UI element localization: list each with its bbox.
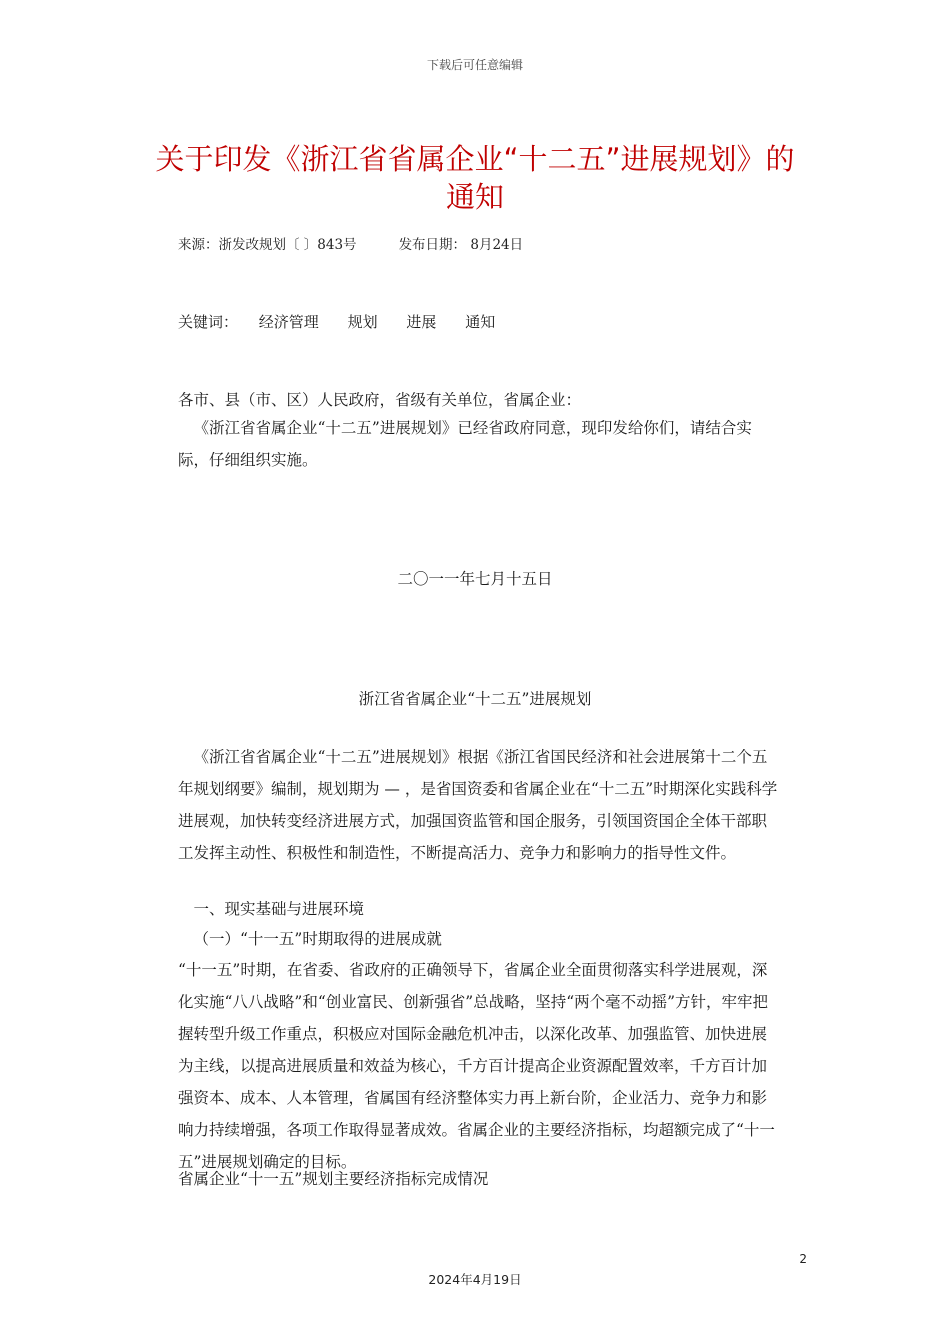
header-note: 下载后可任意编辑 (426, 58, 523, 72)
footer-date: 2024年4月19日 (428, 1272, 522, 1287)
achievements-paragraph: “十一五”时期，在省委、省政府的正确领导下，省属企业全面贯彻落实科学进展观，深化实施“八八战略”和“创业富民、创新强省”总战略，坚持“两个毫不动摇”方针，牢牢把握转型升级工作重点，积极应对国际金融危机冲击，以深化改革、加强监管、加快进展为主线，以提高进展质量和效益为核心，千方百计提高企业资源配置效率，千方百计加强资本、成本、人本管理，省属国有经济整体实力再上新台阶，企业活力、竞争力和影响力持续增强，各项工作取得显著成效。省属企业的主要经济指标，均超额完成了“十一五”进展规划确定的目标。 (178, 961, 775, 1171)
plan-title: 浙江省省属企业“十二五”进展规划 (358, 690, 592, 708)
keyword-item[interactable]: 进展 (406, 313, 437, 331)
source-line (178, 233, 523, 253)
keywords-row (178, 311, 519, 332)
keyword-item[interactable]: 经济管理 (258, 313, 319, 331)
section-heading: 一、现实基础与进展环境 (193, 900, 365, 918)
publish-date: 发布日期： 8月24日 (398, 237, 524, 253)
plan-intro: 《浙江省省属企业“十二五”进展规划》根据《浙江省国民经济和社会进展第十二个五年规划纲要》编制，规划期为 — ，是省国资委和省属企业在“十二五”时期深化实践科学进展观，加快转变经济进展方式，加强国资监管和国企服务，引领国资国企全体干部职工发挥主动性、积极性和制造性，不断提高活力、竞争力和影响力的指导性文件。 (178, 748, 778, 862)
table-caption: 省属企业“十一五”规划主要经济指标完成情况 (178, 1170, 489, 1188)
keywords-label: 关键词： (178, 313, 239, 331)
keyword-item[interactable]: 规划 (347, 313, 378, 331)
notice-date: 二〇一一年七月十五日 (397, 570, 553, 588)
source-text: 来源：浙发改规划〔 〕843号 (178, 237, 357, 253)
notice-addressee: 各市、县（市、区）人民政府，省级有关单位，省属企业： (178, 391, 582, 409)
page-number: 2 (799, 1252, 807, 1266)
notice-body: 《浙江省省属企业“十二五”进展规划》已经省政府同意，现印发给你们，请结合实际，仔细组织实施。 (178, 419, 752, 469)
keyword-item[interactable]: 通知 (465, 313, 496, 331)
document-title: 关于印发《浙江省省属企业“十二五”进展规划》的通知 (155, 142, 795, 214)
subsection-heading: （一）“十一五”时期取得的进展成就 (193, 930, 442, 948)
